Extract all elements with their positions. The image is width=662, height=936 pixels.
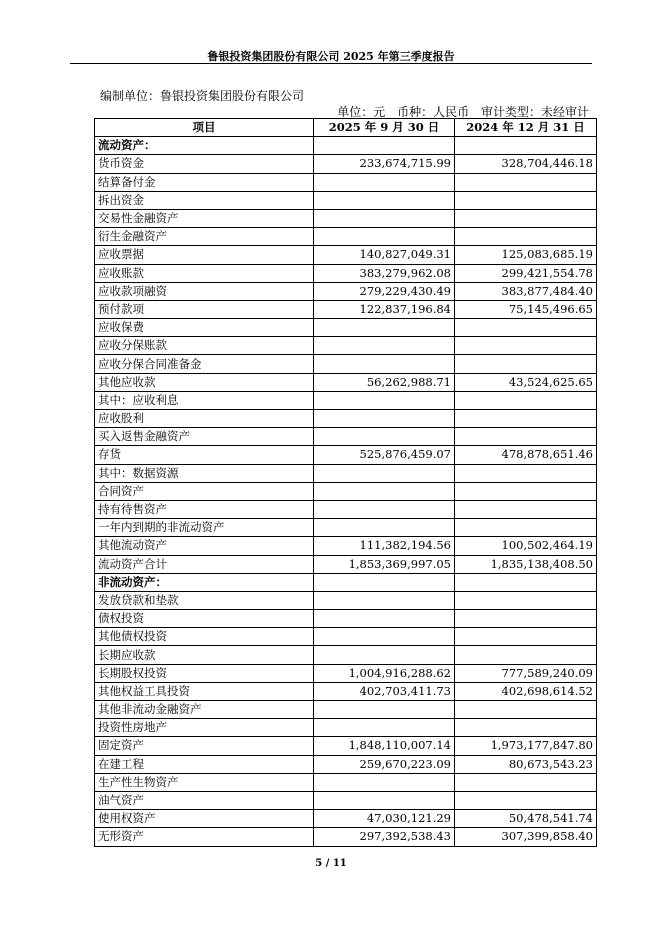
table-row [95,209,597,227]
value-2025: 1,853,369,997.05 [314,555,455,573]
value-2024: 50,478,541.74 [455,810,597,828]
value-2024 [455,137,597,155]
value-2024: 328,704,446.18 [455,155,597,173]
value-2024 [455,519,597,537]
row-label: 其中：应收利息 [95,391,314,409]
value-2024: 80,673,543.23 [455,755,597,773]
value-2024: 299,421,554.78 [455,264,597,282]
value-2024: 307,399,858.40 [455,828,597,846]
value-2024 [455,701,597,719]
value-2025 [314,701,455,719]
column-header-item: 项目 [95,119,314,137]
value-2025 [314,228,455,246]
row-label: 预付款项 [95,300,314,318]
value-2025 [314,610,455,628]
row-label: 买入返售金融资产 [95,428,314,446]
value-2024 [455,391,597,409]
value-2024: 75,145,496.65 [455,300,597,318]
row-label: 衍生金融资产 [95,228,314,246]
row-label: 应收股利 [95,410,314,428]
table-row [95,500,597,518]
row-label: 油气资产 [95,791,314,809]
value-2024: 402,698,614.52 [455,682,597,700]
table-row [95,828,597,846]
value-2024 [455,337,597,355]
value-2024: 125,083,685.19 [455,246,597,264]
table-row [95,573,597,591]
value-2024 [455,355,597,373]
row-label: 货币资金 [95,155,314,173]
value-2024: 100,502,464.19 [455,537,597,555]
value-2025 [314,519,455,537]
row-label: 固定资产 [95,737,314,755]
value-2024 [455,591,597,609]
value-2025: 402,703,411.73 [314,682,455,700]
row-label: 交易性金融资产 [95,209,314,227]
value-2024 [455,791,597,809]
table-row [95,155,597,173]
table-row [95,337,597,355]
table-row [95,755,597,773]
column-header-2025: 2025 年 9 月 30 日 [314,119,455,137]
table-row [95,137,597,155]
value-2025 [314,428,455,446]
value-2024 [455,410,597,428]
row-label: 使用权资产 [95,810,314,828]
table-row [95,391,597,409]
table-row [95,610,597,628]
page-number: 5 / 11 [315,858,347,869]
value-2025: 525,876,459.07 [314,446,455,464]
row-label: 应收分保合同准备金 [95,355,314,373]
value-2025 [314,591,455,609]
row-label: 应收票据 [95,246,314,264]
value-2024 [455,319,597,337]
row-label: 长期应收款 [95,646,314,664]
row-label: 其他非流动金融资产 [95,701,314,719]
value-2024: 43,524,625.65 [455,373,597,391]
table-row [95,410,597,428]
value-2025 [314,337,455,355]
value-2024 [455,191,597,209]
row-label: 非流动资产： [95,573,314,591]
value-2024: 1,973,177,847.80 [455,737,597,755]
header-divider [70,63,592,64]
table-row [95,646,597,664]
row-label: 投资性房地产 [95,719,314,737]
row-label: 长期股权投资 [95,664,314,682]
value-2025 [314,482,455,500]
value-2024 [455,228,597,246]
row-label: 存货 [95,446,314,464]
row-label: 其中：数据资源 [95,464,314,482]
report-header: 鲁银投资集团股份有限公司 2025 年第三季度报告 [207,50,455,63]
table-row [95,519,597,537]
value-2025 [314,355,455,373]
row-label: 在建工程 [95,755,314,773]
value-2025 [314,791,455,809]
value-2024 [455,500,597,518]
table-row [95,191,597,209]
value-2025: 1,004,916,288.62 [314,664,455,682]
table-row [95,719,597,737]
value-2024 [455,482,597,500]
row-label: 流动资产： [95,137,314,155]
value-2025 [314,209,455,227]
value-2024 [455,428,597,446]
table-row [95,664,597,682]
table-row [95,482,597,500]
column-header-2024: 2024 年 12 月 31 日 [455,119,597,137]
currency-label: 币种：人民币 [397,105,470,119]
row-label: 其他流动资产 [95,537,314,555]
value-2025 [314,464,455,482]
value-2025 [314,628,455,646]
table-header-row [95,119,597,137]
value-2025 [314,500,455,518]
value-2024 [455,610,597,628]
value-2025 [314,773,455,791]
compiler-line: 编制单位：鲁银投资集团股份有限公司 [100,89,305,103]
table-row [95,682,597,700]
table-row [95,282,597,300]
value-2025: 47,030,121.29 [314,810,455,828]
value-2025 [314,173,455,191]
row-label: 流动资产合计 [95,555,314,573]
table-body [95,137,597,846]
value-2025: 297,392,538.43 [314,828,455,846]
value-2024 [455,573,597,591]
unit-label: 单位：元 [337,105,386,119]
value-2025 [314,410,455,428]
value-2024 [455,464,597,482]
table-row [95,791,597,809]
row-label: 其他权益工具投资 [95,682,314,700]
table-row [95,701,597,719]
row-label: 发放贷款和垫款 [95,591,314,609]
value-2024 [455,773,597,791]
table-row [95,773,597,791]
value-2025: 56,262,988.71 [314,373,455,391]
row-label: 一年内到期的非流动资产 [95,519,314,537]
table-row [95,591,597,609]
table-row [95,464,597,482]
value-2025: 233,674,715.99 [314,155,455,173]
value-2025: 111,382,194.56 [314,537,455,555]
table-row [95,173,597,191]
row-label: 应收分保账款 [95,337,314,355]
value-2025: 140,827,049.31 [314,246,455,264]
table-row [95,428,597,446]
table-row [95,446,597,464]
value-2024: 383,877,484.40 [455,282,597,300]
value-2025 [314,391,455,409]
value-2024: 1,835,138,408.50 [455,555,597,573]
value-2025 [314,319,455,337]
table-row [95,737,597,755]
table-row [95,228,597,246]
value-2025: 1,848,110,007.14 [314,737,455,755]
table-row [95,537,597,555]
value-2025 [314,191,455,209]
row-label: 应收账款 [95,264,314,282]
balance-sheet-table [94,118,597,847]
table-row [95,319,597,337]
value-2024: 478,878,651.46 [455,446,597,464]
row-label: 债权投资 [95,610,314,628]
value-2025: 383,279,962.08 [314,264,455,282]
value-2025: 122,837,196.84 [314,300,455,318]
table-row [95,810,597,828]
table-row [95,628,597,646]
table-row [95,373,597,391]
table-row [95,355,597,373]
row-label: 生产性生物资产 [95,773,314,791]
value-2025: 279,229,430.49 [314,282,455,300]
row-label: 无形资产 [95,828,314,846]
row-label: 其他应收款 [95,373,314,391]
value-2024: 777,589,240.09 [455,664,597,682]
row-label: 其他债权投资 [95,628,314,646]
table-row [95,555,597,573]
row-label: 合同资产 [95,482,314,500]
value-2025: 259,670,223.09 [314,755,455,773]
value-2024 [455,646,597,664]
audit-label: 审计类型：未经审计 [480,105,589,119]
row-label: 拆出资金 [95,191,314,209]
value-2024 [455,628,597,646]
value-2025 [314,573,455,591]
value-2024 [455,209,597,227]
row-label: 应收款项融资 [95,282,314,300]
table-row [95,246,597,264]
value-2025 [314,719,455,737]
value-2024 [455,719,597,737]
row-label: 应收保费 [95,319,314,337]
table-row [95,264,597,282]
row-label: 持有待售资产 [95,500,314,518]
value-2024 [455,173,597,191]
value-2025 [314,646,455,664]
row-label: 结算备付金 [95,173,314,191]
value-2025 [314,137,455,155]
table-row [95,300,597,318]
